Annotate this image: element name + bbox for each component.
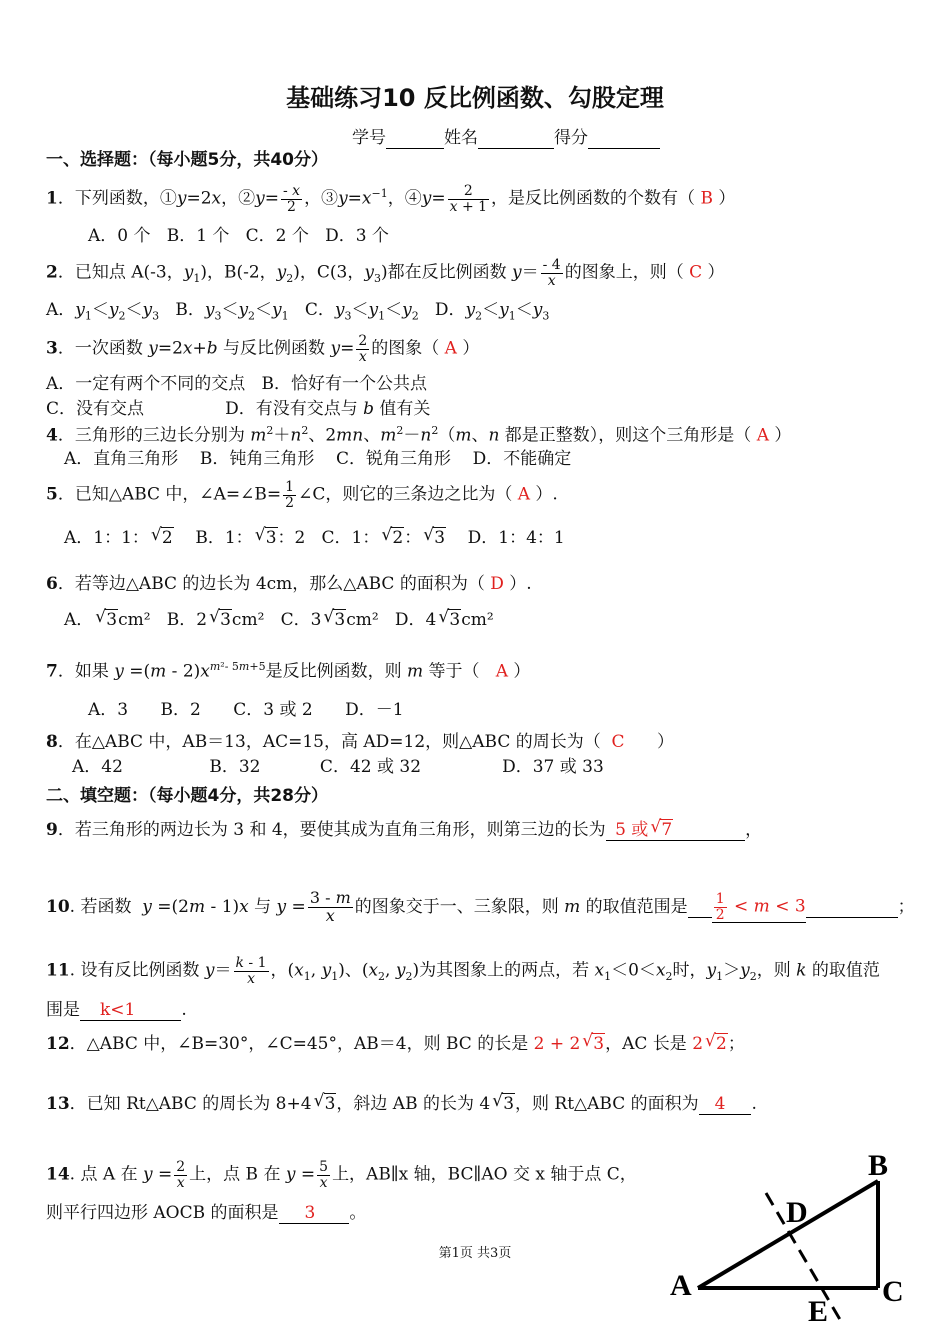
answer-q11: k<1 <box>100 1000 136 1020</box>
label-A: A <box>670 1269 692 1302</box>
question-9: 9．若三角形的两边长为 3 和 4，要使其成为直角三角形，则第三边的长为 5 或√ 7 ， <box>46 820 762 841</box>
question-14: 14. 点 A 在 y = $\frac{2}{x}$ 上，点 B 在 y = $\frac{5}{x}$ 上，AB∥x 轴，BC∥AO 交 x 轴于点 C， <box>46 1159 637 1191</box>
section-heading-fill: 二、填空题：（每小题4分，共28分） <box>46 786 328 806</box>
answer-q7: A <box>495 661 509 682</box>
answer-q1: B <box>700 188 713 209</box>
question-5: 5．已知△ABC 中，∠A=∠B= $\frac{1}{2}$ ∠C，则它的三条边之比为（ A ）. <box>46 479 558 511</box>
question-6: 6．若等边△ABC 的边长为 4cm，那么△ABC 的面积为（ D ）. <box>46 574 532 594</box>
answer-q5: A <box>517 484 531 505</box>
header-fields: 学号 姓名 得分 <box>352 128 660 149</box>
question-13: 13．已知 Rt△ABC 的周长为 8+4√ 3，斜边 AB 的长为 4√ 3，则 Rt△ABC 的面积为 4 . <box>46 1094 757 1115</box>
answer-q6: D <box>490 574 504 594</box>
label-C: C <box>882 1275 904 1308</box>
question-2-options: A．$y_1<y_2<y_3$ B．$y_3<y_2<y_1$ C．$y_3<y_1<y_2$ D．$y_2<y_1<y_3$ <box>46 300 550 323</box>
question-1: 1．下列函数，①y=2x，②y= $\frac{- x}{2}$ ，$③y=x^{-1}$，④y= $\frac{2}{x + 1}$ ，是反比例函数的个数有（ B ） <box>46 183 736 215</box>
question-10: 10. 若函数 y =(2m - 1)x 与 y = $\frac{3 - m}{x}$ 的图象交于一、三象限，则 m 的取值范围是 $\frac{1}{2}$ < m < 3 ； <box>46 888 915 925</box>
answer-q4: A <box>756 425 769 446</box>
label-B: B <box>868 1149 889 1182</box>
answer-q14: 3 <box>304 1203 316 1223</box>
question-1-options: A．0 个 B．1 个 C．2 个 D．3 个 <box>88 226 389 246</box>
answer-q8: C <box>611 732 625 752</box>
question-8: 8．在△ABC 中，AB＝13，AC=15，高 AD=12，则△ABC 的周长为（ C ） <box>46 732 674 752</box>
section-heading-choice: 一、选择题：（每小题5分，共40分） <box>46 150 328 170</box>
question-4: 4．三角形的三边长分别为 $m^2+n^2$、2mn、$m^2-n^2(m$、n 都是正整数），则这个三角形是（ A ） <box>46 424 792 446</box>
label-D: D <box>786 1196 808 1229</box>
triangle-figure <box>660 1145 920 1335</box>
question-2: 2．已知点 A(-3，$y_1$)，B(-2，$y_2$)，C(3，$y_3$)都在反比例函数 y＝ $\frac{- 4}{x}$ 的图象上，则（ C ） <box>46 257 725 289</box>
answer-q2: C <box>689 262 703 283</box>
question-3: 3．一次函数 y=2x+b 与反比例函数 y= $\frac{2}{x}$ 的图象（ A ） <box>46 333 480 365</box>
question-7: 7．如果 $y =(m - 2)x^{m^2- 5m+5}$是反比例函数，则 m 等于（ A ） <box>46 660 531 682</box>
question-11: 11. 设有反比例函数 y＝ $\frac{k - 1}{x}$ ，($x_1$, $y_1$)、($x_2$, $y_2$)为其图象上的两点，若 $x_1<0<x_2$时，$y_1>y_2$，则 k 的取值范 <box>46 955 880 987</box>
page-footer: 第1页 共3页 <box>438 1246 512 1261</box>
answer-q13: 4 <box>714 1094 726 1114</box>
answer-q3: A <box>444 338 457 359</box>
question-12: 12．△ABC 中，∠B=30°，∠C=45°，AB＝4，则 BC 的长是 2 + 2√ 3，AC 长是 2√ 2； <box>46 1034 745 1054</box>
label-E: E <box>808 1295 829 1328</box>
page-title: 基础练习10 反比例函数、勾股定理 <box>286 84 664 112</box>
